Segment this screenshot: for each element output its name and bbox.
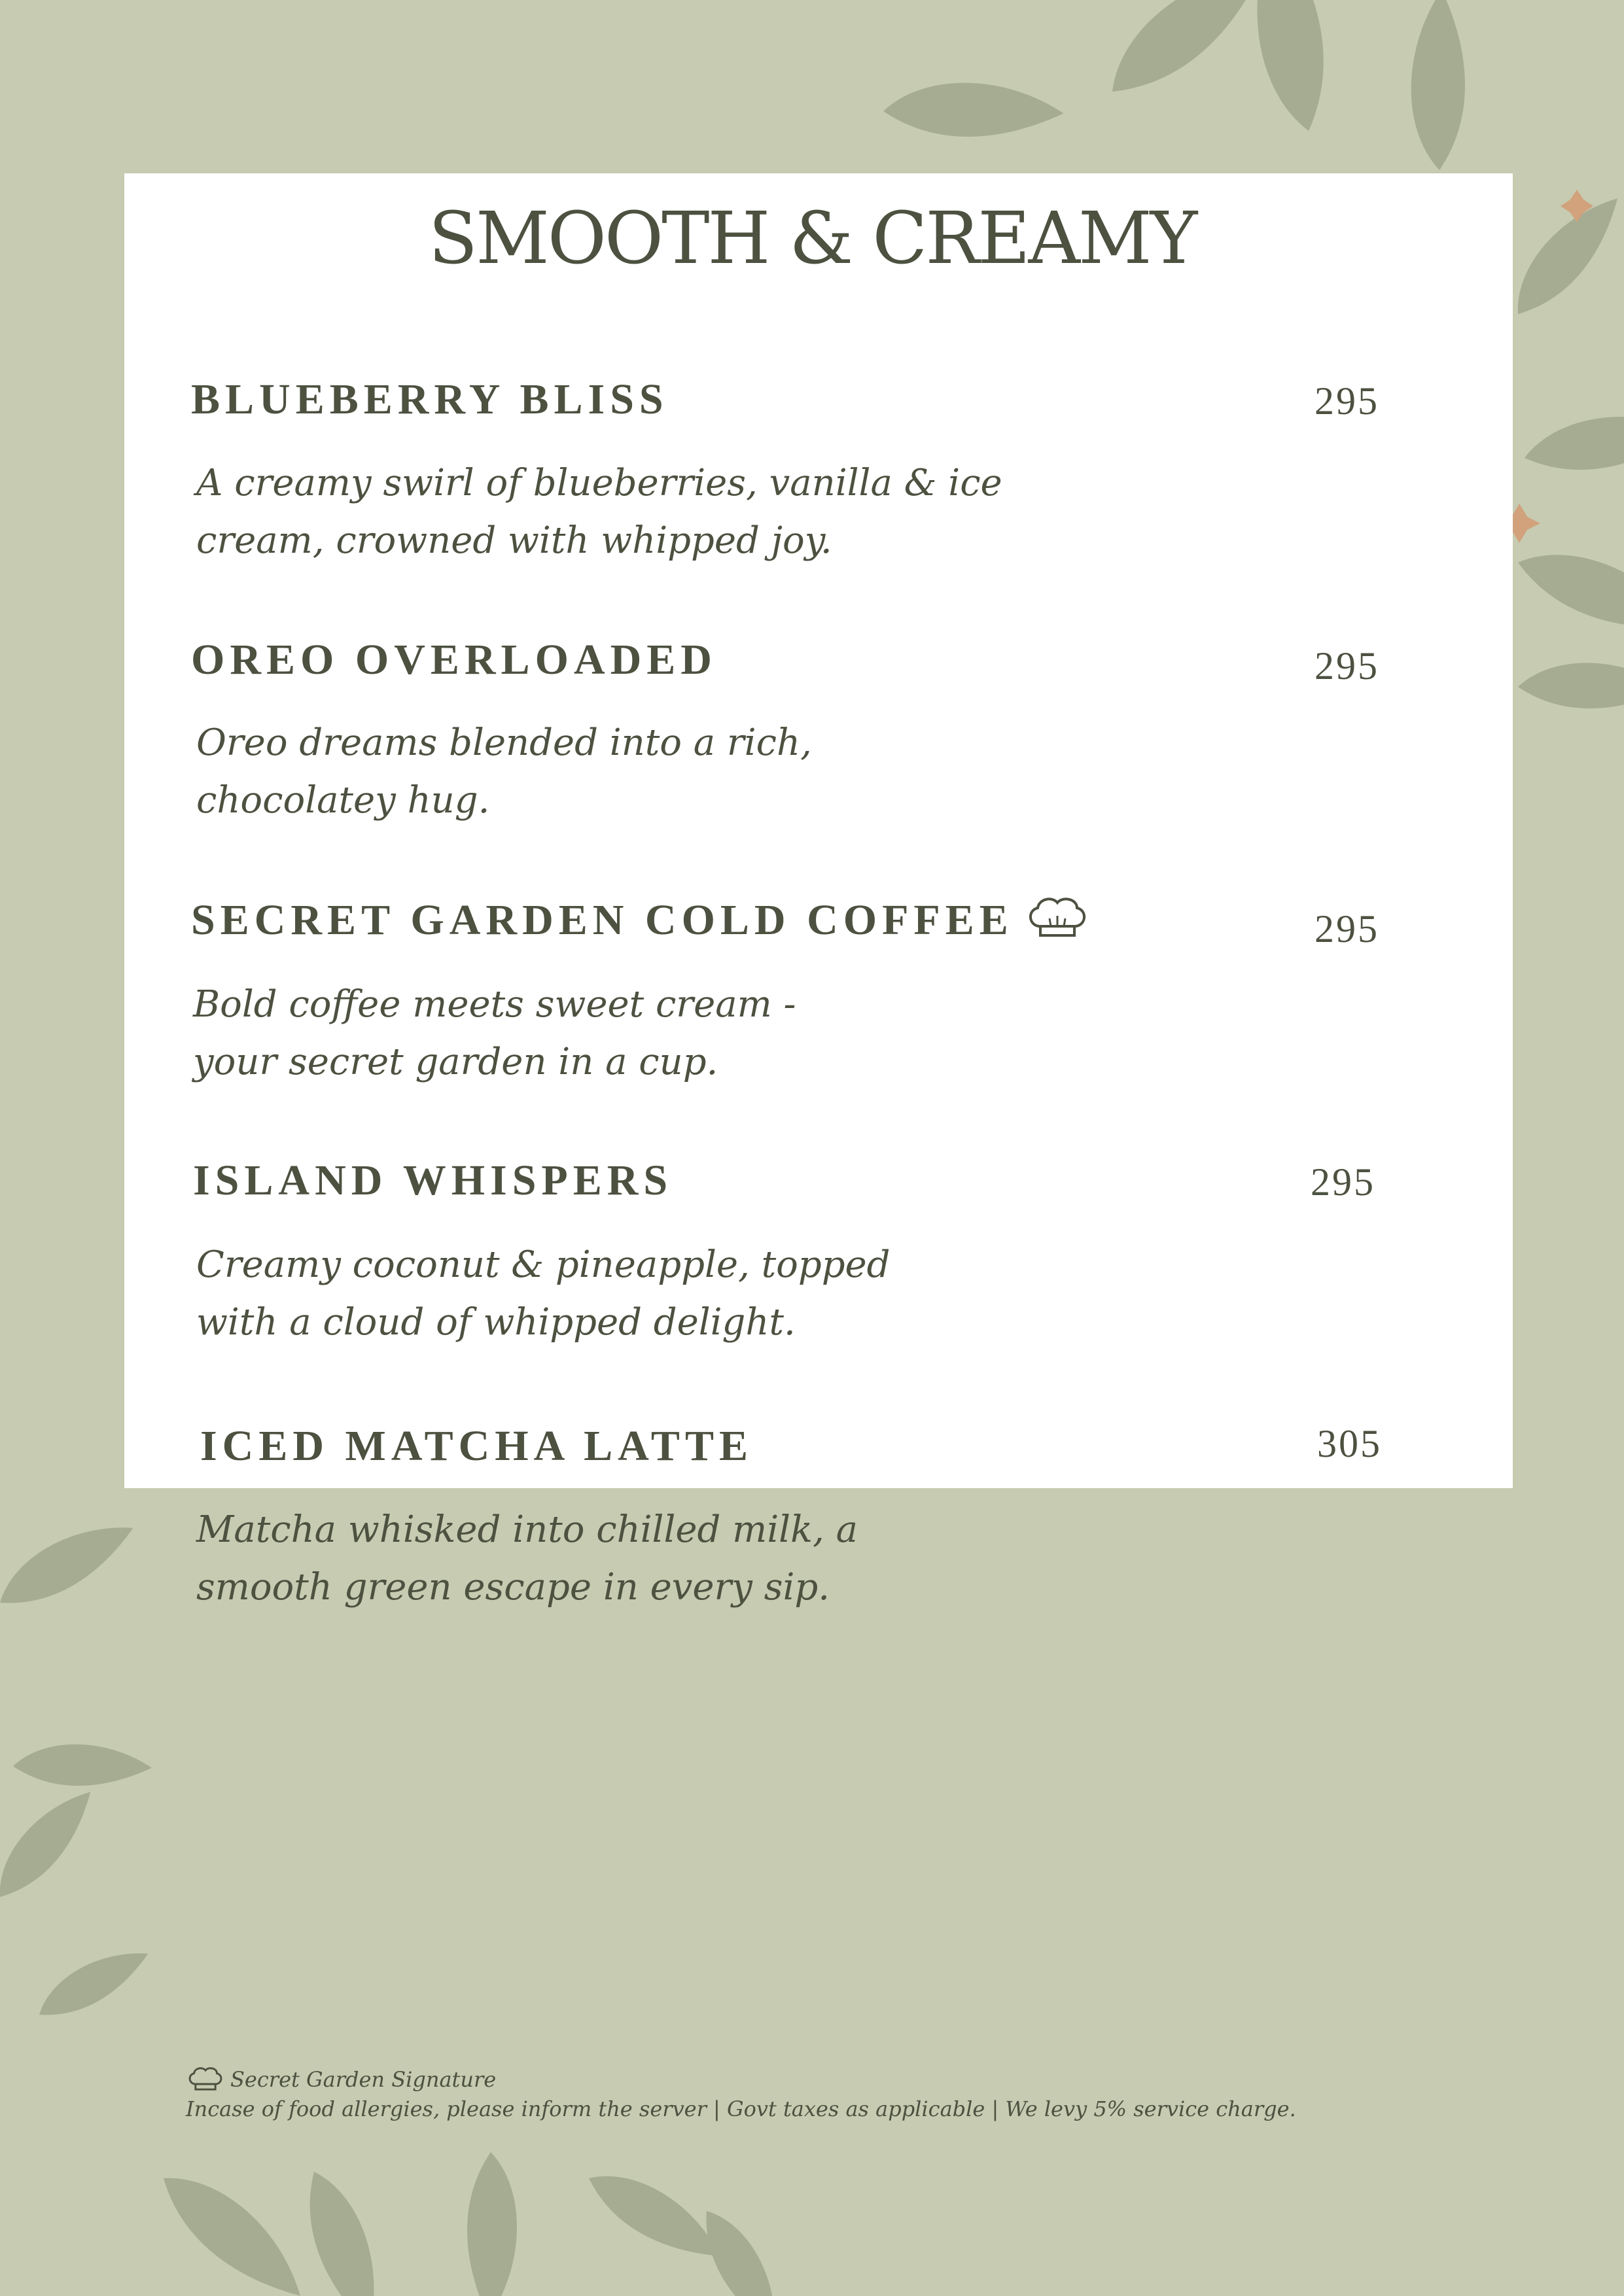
item-description bbox=[196, 1236, 1178, 1351]
item-description bbox=[196, 1501, 1178, 1616]
item-description bbox=[196, 714, 1178, 829]
item-description-line: Oreo dreams blended into a rich, bbox=[196, 722, 812, 764]
item-price: 295 bbox=[1311, 1160, 1375, 1204]
item-name: ICED MATCHA LATTE bbox=[200, 1422, 753, 1470]
item-name: ISLAND WHISPERS bbox=[193, 1157, 673, 1204]
item-description-line: A creamy swirl of blueberries, vanilla & ice bbox=[196, 462, 1002, 504]
item-description bbox=[196, 455, 1178, 570]
item-name: SECRET GARDEN COLD COFFEE bbox=[191, 896, 1014, 944]
item-price: 295 bbox=[1315, 644, 1379, 687]
chef-hat-icon bbox=[1026, 895, 1089, 942]
signature-legend: Secret Garden Signature bbox=[230, 2067, 497, 2092]
item-name: OREO OVERLOADED bbox=[191, 636, 717, 684]
item-description-line: your secret garden in a cup. bbox=[193, 1041, 718, 1083]
chef-hat-icon bbox=[187, 2066, 224, 2093]
allergy-tax-note: Incase of food allergies, please inform the server | Govt taxes as applicable | We levy 5% service charge. bbox=[186, 2096, 1296, 2121]
item-price: 295 bbox=[1315, 379, 1379, 423]
item-description-line: smooth green escape in every sip. bbox=[196, 1566, 830, 1609]
menu-title: SMOOTH & CREAMY bbox=[428, 196, 1196, 280]
item-description bbox=[193, 976, 1174, 1091]
item-name: BLUEBERRY BLISS bbox=[191, 375, 669, 423]
item-description-line: Bold coffee meets sweet cream - bbox=[193, 983, 796, 1026]
item-price: 305 bbox=[1317, 1422, 1382, 1465]
item-description-line: Matcha whisked into chilled milk, a bbox=[196, 1508, 858, 1551]
item-description-line: with a cloud of whipped delight. bbox=[196, 1301, 796, 1344]
item-description-line: cream, crowned with whipped joy. bbox=[196, 519, 832, 562]
item-price: 295 bbox=[1315, 907, 1379, 950]
item-description-line: chocolatey hug. bbox=[196, 779, 490, 822]
item-description-line: Creamy coconut & pineapple, topped bbox=[196, 1244, 891, 1286]
